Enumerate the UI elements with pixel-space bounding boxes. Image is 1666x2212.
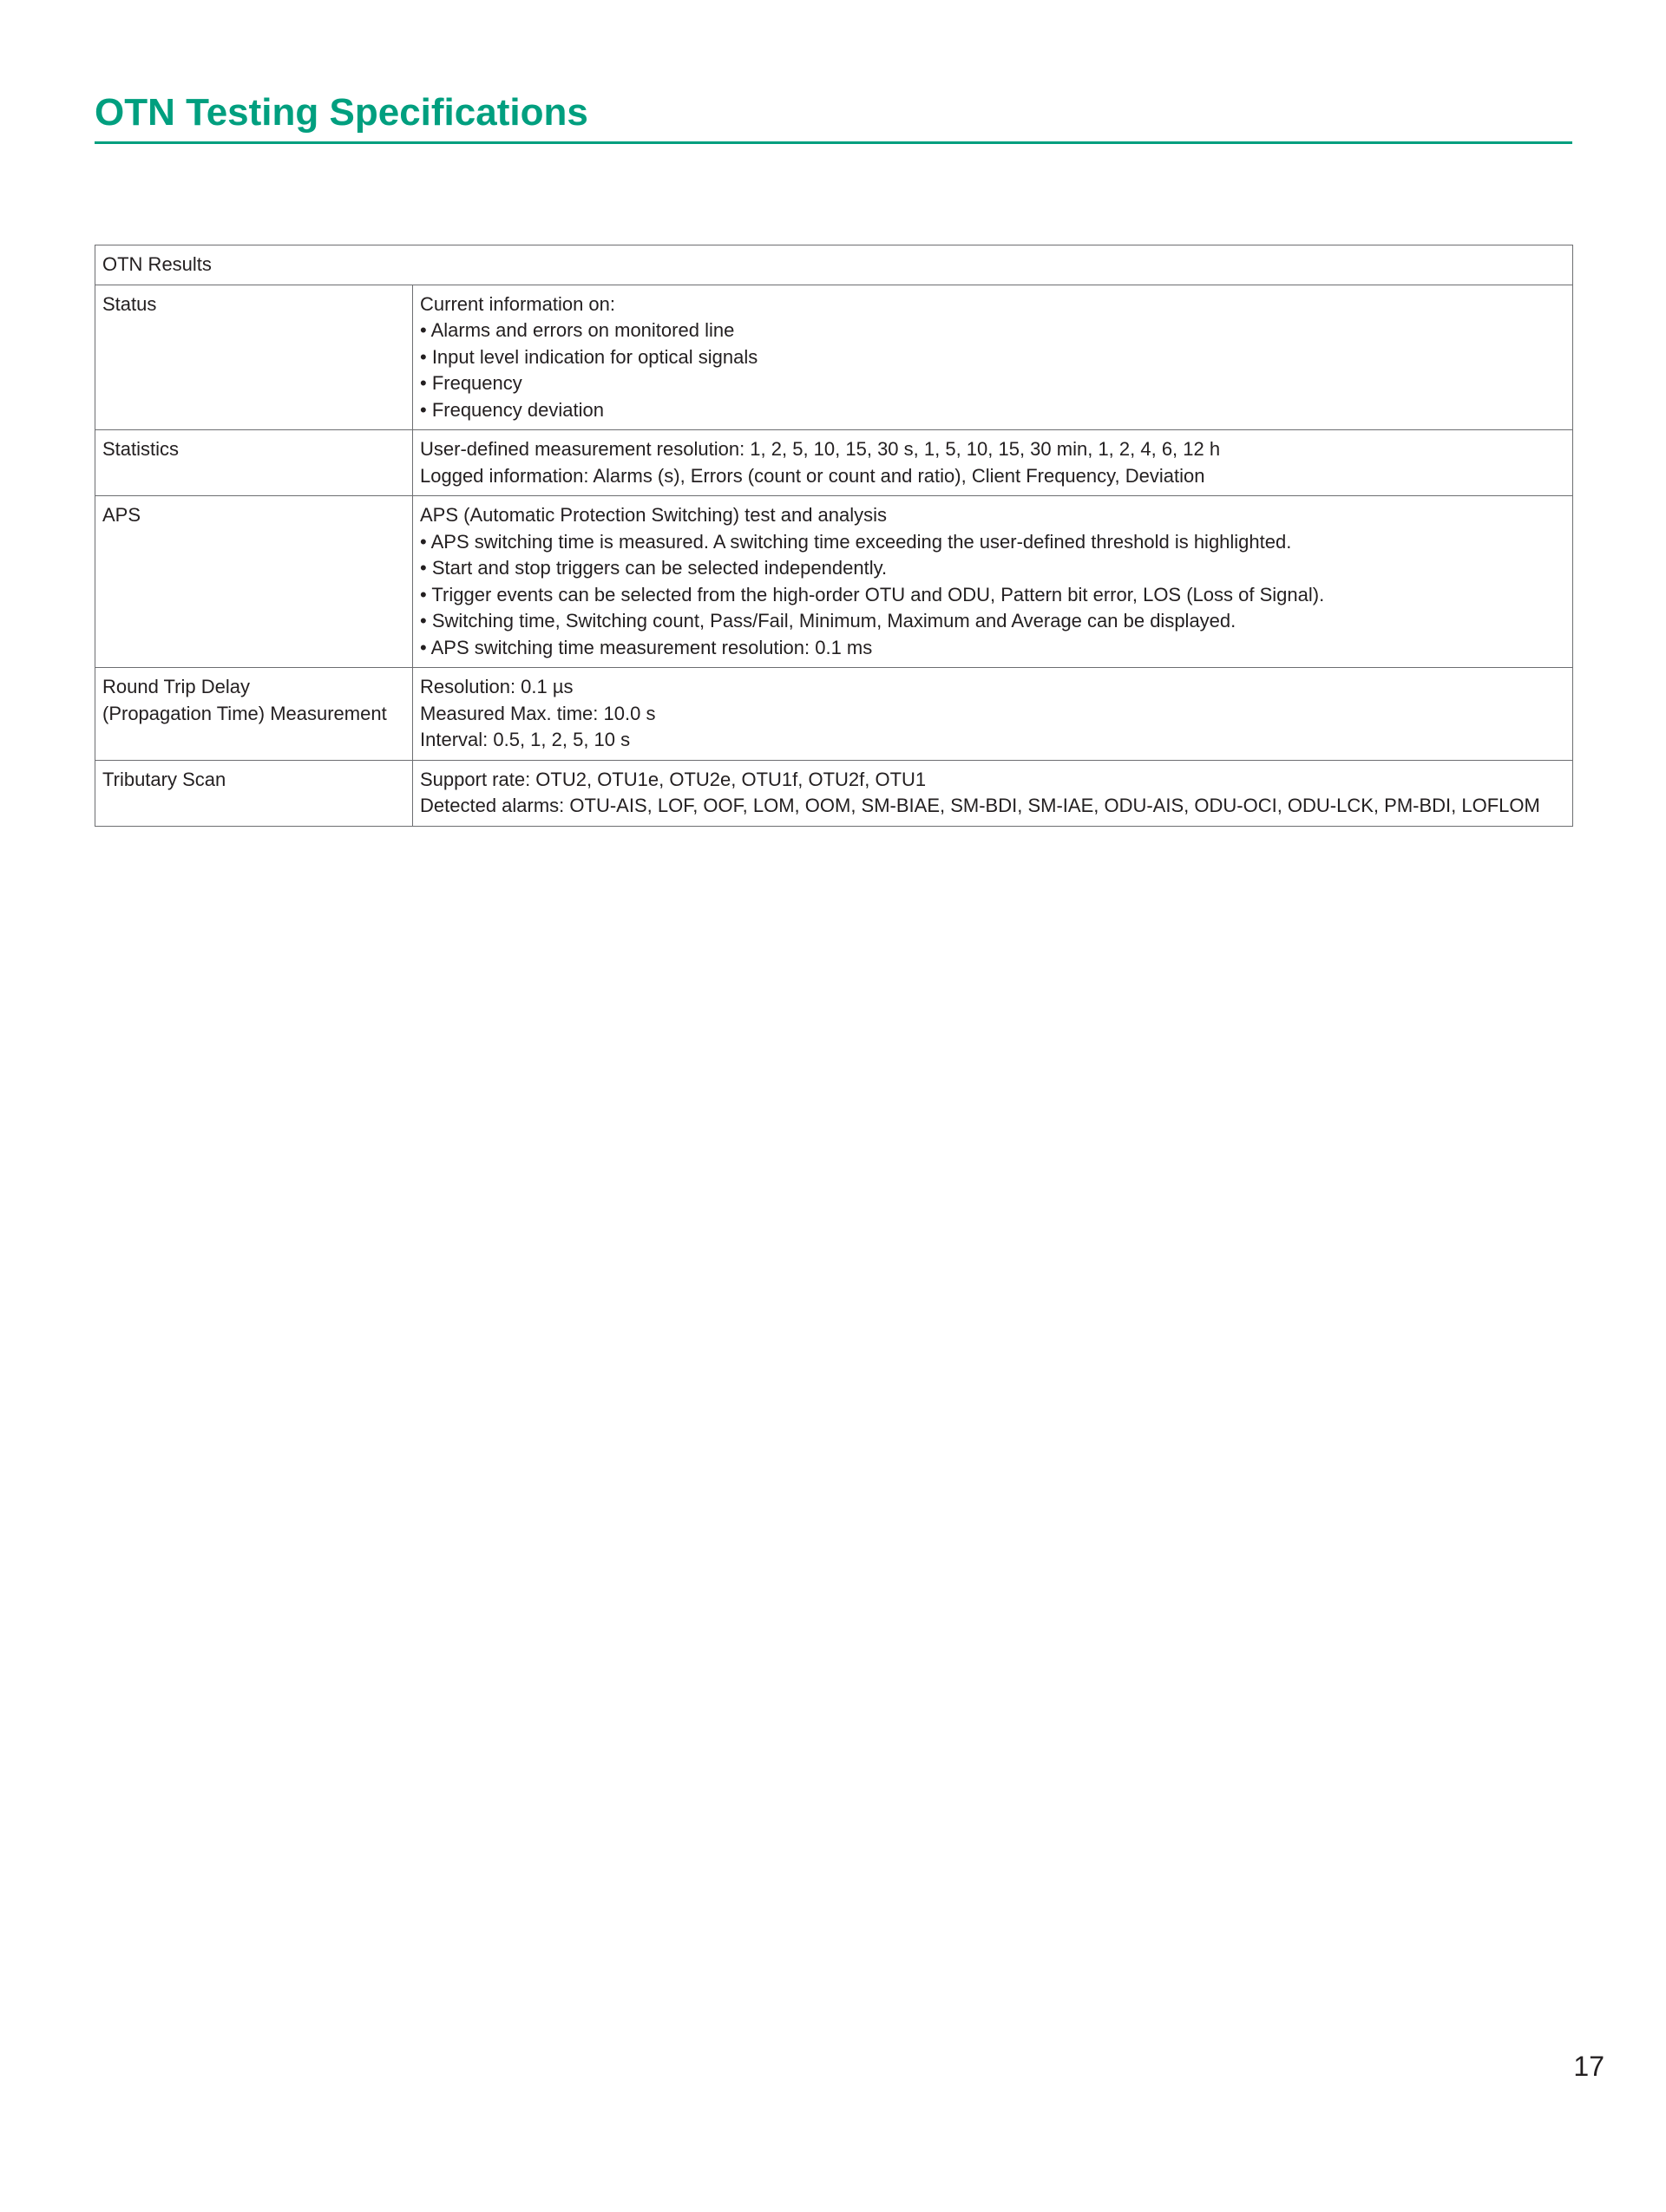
page-number: 17 (1573, 2051, 1604, 2082)
row-content (413, 430, 1573, 496)
table-row-round-trip-delay (95, 668, 1573, 761)
row-label (95, 496, 413, 668)
row-content-line: • APS switching time is measured. A switching time exceeding the user-defined threshold is highlighted. (420, 530, 1292, 553)
row-content (413, 285, 1573, 430)
row-content-line: Resolution: 0.1 µs (420, 676, 574, 697)
row-content-line: Support rate: OTU2, OTU1e, OTU2e, OTU1f, OTU2f, OTU1 (420, 768, 927, 790)
row-content-line: Interval: 0.5, 1, 2, 5, 10 s (420, 729, 631, 750)
page-title: OTN Testing Specifications (95, 91, 588, 134)
row-content-line: Detected alarms: OTU-AIS, LOF, OOF, LOM, OOM, SM-BIAE, SM-BDI, SM-IAE, ODU-AIS, ODU-OCI, ODU-LCK, PM-BDI, LOFLOM (420, 795, 1540, 816)
row-label-line: Status (102, 292, 157, 315)
row-content-line: • Trigger events can be selected from the high-order OTU and ODU, Pattern bit error, LOS (Loss of Signal). (420, 583, 1325, 605)
row-content (413, 668, 1573, 761)
row-label-line: APS (102, 504, 141, 526)
row-content-line: • Frequency (420, 372, 522, 394)
row-content-line: • Alarms and errors on monitored line (420, 319, 735, 341)
row-content-line: • Input level indication for optical signals (420, 345, 758, 368)
row-label-line: Tributary Scan (102, 768, 226, 790)
title-divider (95, 141, 1572, 144)
table-row-statistics (95, 430, 1573, 496)
row-label (95, 430, 413, 496)
row-content (413, 760, 1573, 826)
table-header: OTN Results (95, 245, 1573, 285)
row-label (95, 668, 413, 761)
table-row-status (95, 285, 1573, 430)
otn-results-table (95, 245, 1573, 827)
row-label-line: (Propagation Time) Measurement (102, 702, 387, 724)
row-content-line: • Switching time, Switching count, Pass/Fail, Minimum, Maximum and Average can be displayed. (420, 610, 1236, 632)
row-label (95, 760, 413, 826)
row-label (95, 285, 413, 430)
row-content-line: • Frequency deviation (420, 398, 604, 421)
row-label-line: Round Trip Delay (102, 676, 250, 697)
row-content-line: Measured Max. time: 10.0 s (420, 702, 656, 724)
row-label-line: Statistics (102, 438, 180, 460)
table-row-aps (95, 496, 1573, 668)
row-content (413, 496, 1573, 668)
table-header-row (95, 245, 1573, 285)
table-row-tributary-scan (95, 760, 1573, 826)
row-content-line: • APS switching time measurement resolution: 0.1 ms (420, 636, 873, 658)
row-content-line: • Start and stop triggers can be selected independently. (420, 557, 888, 579)
row-content-line: User-defined measurement resolution: 1, 2, 5, 10, 15, 30 s, 1, 5, 10, 15, 30 min, 1, 2, 4, 6, 12 h (420, 438, 1221, 460)
row-content-line: Current information on: (420, 292, 615, 315)
row-content-line: Logged information: Alarms (s), Errors (count or count and ratio), Client Frequency, Deviation (420, 464, 1205, 487)
row-content-line: APS (Automatic Protection Switching) test and analysis (420, 504, 888, 526)
